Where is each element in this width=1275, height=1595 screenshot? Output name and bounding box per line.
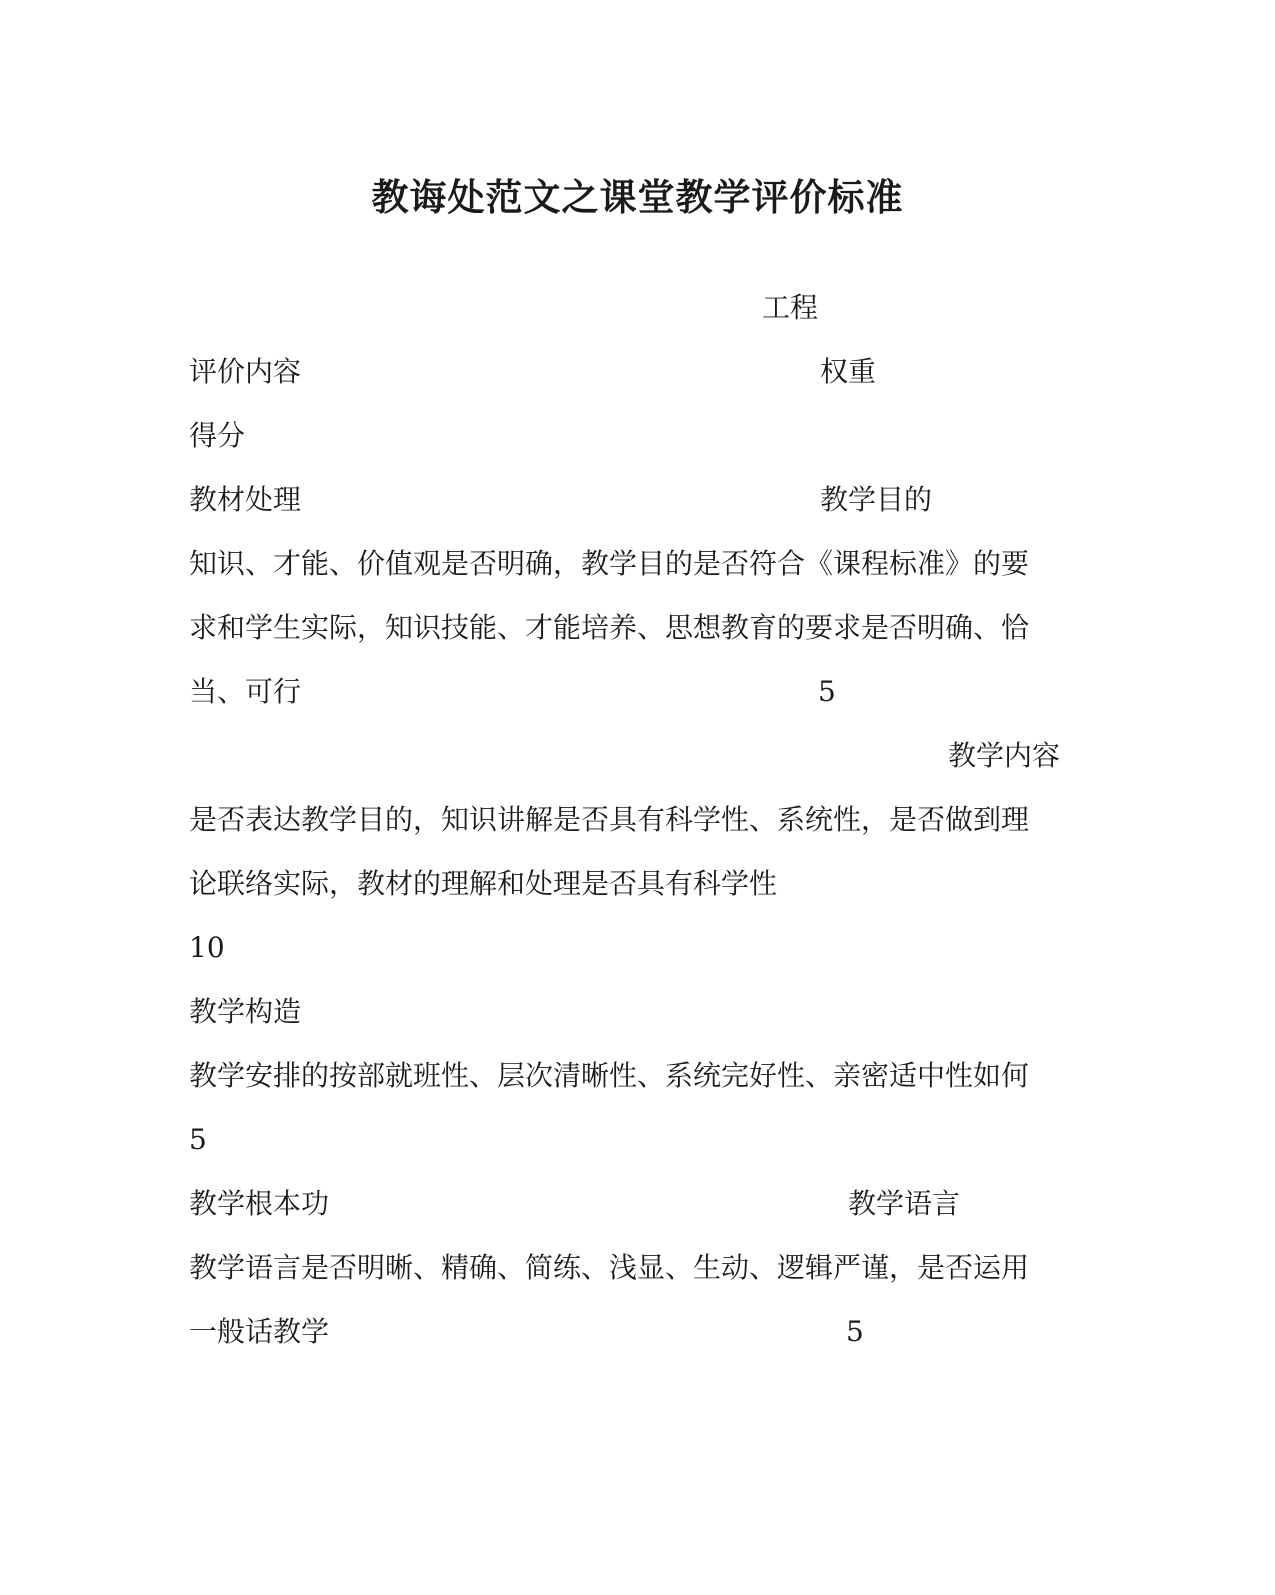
item-weight-content: 10 [189,931,225,964]
item-label-objective: 教学目的 [820,483,933,516]
item-weight-objective: 5 [818,675,836,708]
item-label-content: 教学内容 [948,739,1061,772]
header-score: 得分 [189,419,246,452]
item-text-objective-line1: 知识、才能、价值观是否明确，教学目的是否符合《课程标准》的要 [189,547,1030,580]
item-text-content-line2: 论联络实际，教材的理解和处理是否具有科学性 [189,867,778,900]
item-text-language-line2: 一般话教学 [189,1315,330,1348]
header-project: 工程 [762,291,819,324]
item-text-objective-line3: 当、可行 [189,675,302,708]
header-evaluation-content: 评价内容 [189,355,302,388]
page-title: 教诲处范文之课堂教学评价标准 [371,175,904,219]
item-label-structure: 教学构造 [189,995,302,1028]
category-teaching-material: 教材处理 [189,483,302,516]
category-basic-skills: 教学根本功 [189,1187,330,1220]
header-weight: 权重 [820,355,877,388]
item-label-language: 教学语言 [848,1187,961,1220]
item-text-language-line1: 教学语言是否明晰、精确、简练、浅显、生动、逻辑严谨，是否运用 [189,1251,1030,1284]
item-text-objective-line2: 求和学生实际，知识技能、才能培养、思想教育的要求是否明确、恰 [189,611,1030,644]
item-weight-structure: 5 [189,1123,207,1156]
item-text-content-line1: 是否表达教学目的，知识讲解是否具有科学性、系统性，是否做到理 [189,803,1030,836]
item-weight-language: 5 [846,1315,864,1348]
item-text-structure-line1: 教学安排的按部就班性、层次清晰性、系统完好性、亲密适中性如何 [189,1059,1030,1092]
